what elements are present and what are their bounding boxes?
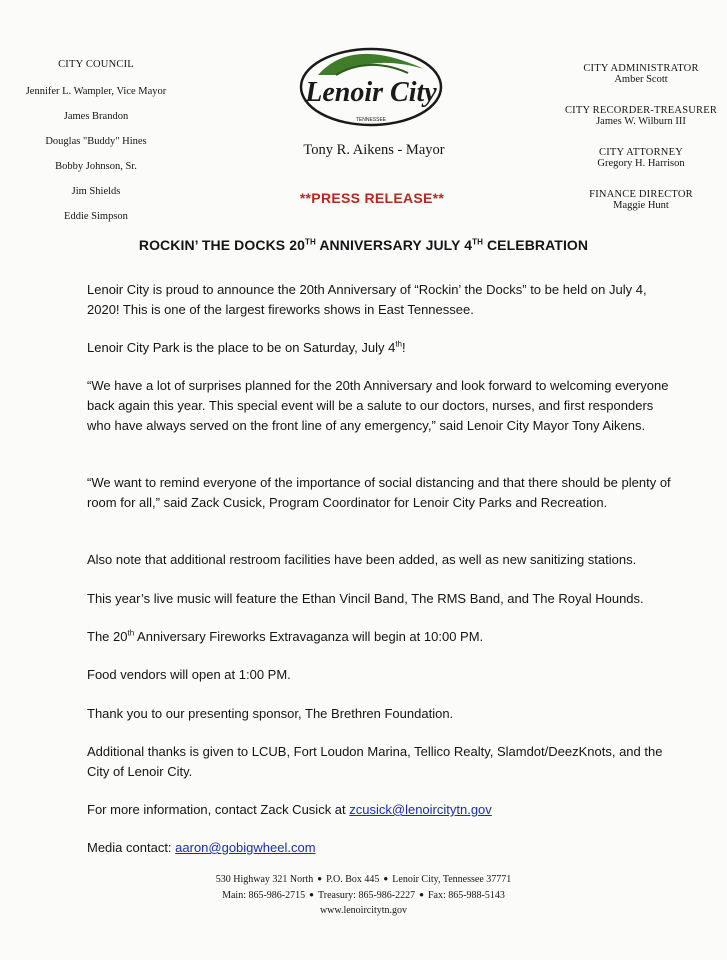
council-member: Bobby Johnson, Sr. [55, 160, 137, 172]
body-paragraph: “We want to remind everyone of the importance of social distancing and that there should be plenty of room for all,” said Zack Cusick, Program Coordinator for Lenoir City Parks and Recreation. [87, 475, 671, 510]
mayor-name: Tony R. Aikens - Mayor [303, 142, 445, 158]
council-member: James Brandon [63, 110, 129, 122]
media-email-link[interactable]: aaron@gobigwheel.com [175, 840, 316, 855]
press-release-label: **PRESS RELEASE** [299, 190, 445, 206]
official-title: FINANCE DIRECTOR [589, 189, 693, 201]
body-paragraph: Lenoir City is proud to announce the 20th Anniversary of “Rockin’ the Docks” to be held on July 4, 2020! This is one of the largest fireworks shows in East Tennessee. [87, 282, 647, 317]
logo-subtext: TENNESSEE [355, 117, 387, 123]
body-paragraph: This year’s live music will feature the Ethan Vincil Band, The RMS Band, and The Royal Hounds. [87, 591, 644, 606]
city-council-title: CITY COUNCIL [58, 59, 134, 70]
logo-text: Lenoir City [305, 77, 437, 108]
body-paragraph: “We have a lot of surprises planned for the 20th Anniversary and look forward to welcoming everyone back again this year. This special event will be a salute to our doctors, nurses, and first responders who have always served on the front line of any emergency,” said Lenoir City Mayor Tony Aikens. [87, 378, 669, 433]
body-paragraph: Also note that additional restroom facilities have been added, as well as new sanitizing stations. [87, 552, 637, 567]
body-paragraph: Thank you to our presenting sponsor, The Brethren Foundation. [87, 706, 454, 721]
city-logo [296, 45, 446, 133]
official-name: Maggie Hunt [613, 200, 669, 212]
official-name: Gregory H. Harrison [597, 158, 685, 170]
official-entry [552, 147, 727, 169]
council-member: Jennifer L. Wampler, Vice Mayor [25, 85, 167, 97]
council-member: Jim Shields [71, 185, 121, 197]
body-paragraph: Additional thanks is given to LCUB, Fort Loudon Marina, Tellico Realty, Slamdot/DeezKnots, and the City of Lenoir City. [87, 744, 663, 779]
headline: ROCKIN’ THE DOCKS 20TH ANNIVERSARY JULY 4TH CELEBRATION [138, 237, 589, 253]
official-title: CITY ADMINISTRATOR [583, 63, 699, 74]
media-contact-line: Media contact: aaron@gobigwheel.com [87, 840, 316, 855]
official-title: CITY RECORDER-TREASURER [564, 105, 718, 117]
official-entry [552, 105, 727, 127]
footer-website[interactable]: www.lenoircitytn.gov [319, 905, 408, 916]
council-member: Eddie Simpson [64, 210, 128, 222]
body-paragraph: Food vendors will open at 1:00 PM. [87, 667, 291, 682]
official-entry [552, 63, 727, 85]
official-entry [552, 189, 727, 211]
contact-info-line: For more information, contact Zack Cusick at zcusick@lenoircitytn.gov [87, 802, 492, 817]
official-name: James W. Wilburn III [596, 116, 686, 128]
contact-email-link[interactable]: zcusick@lenoircitytn.gov [349, 802, 492, 817]
city-officials-list [552, 63, 727, 231]
council-member: Douglas "Buddy" Hines [45, 135, 147, 147]
footer-address: 530 Highway 321 North ● P.O. Box 445 ● Lenoir City, Tennessee 37771 [215, 874, 512, 885]
city-council-list [6, 58, 186, 237]
footer-phones: Main: 865-986-2715 ● Treasury: 865-986-2227 ● Fax: 865-988-5143 [222, 890, 505, 901]
body-paragraph: Lenoir City Park is the place to be on Saturday, July 4th! [87, 339, 406, 355]
official-name: Amber Scott [614, 74, 668, 86]
official-title: CITY ATTORNEY [599, 147, 683, 159]
body-paragraph: The 20th Anniversary Fireworks Extravaganza will begin at 10:00 PM. [87, 628, 484, 644]
